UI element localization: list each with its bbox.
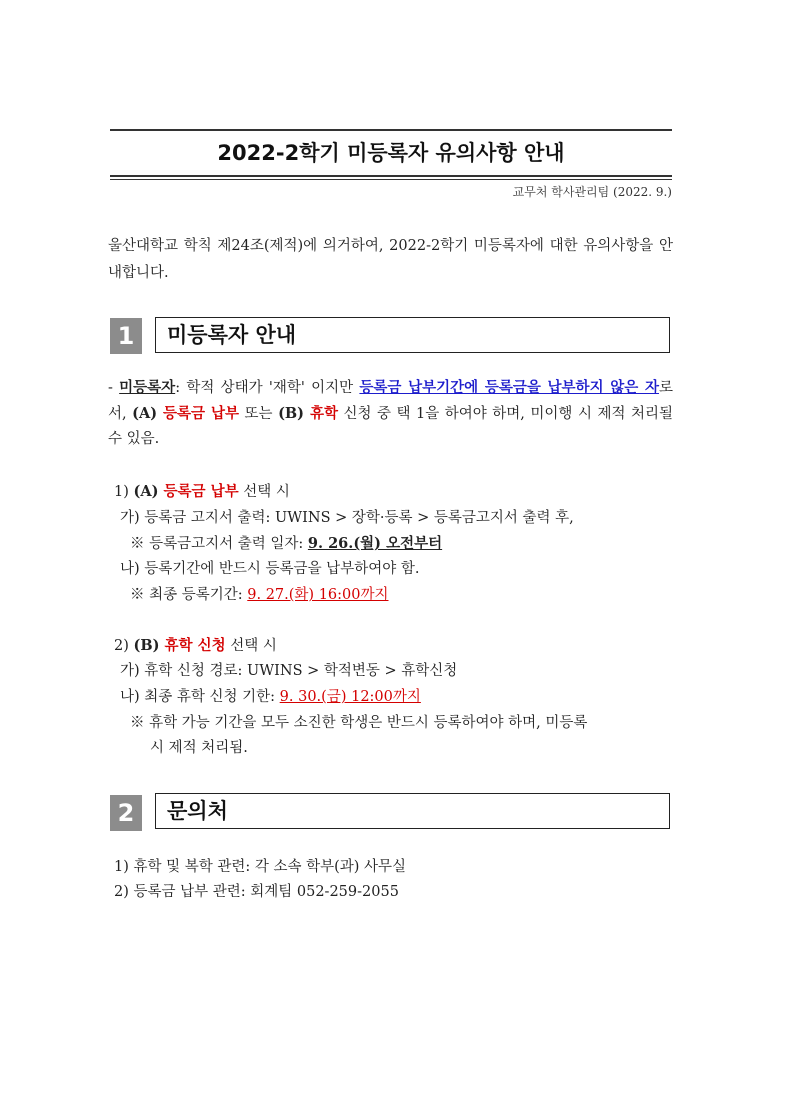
intro-paragraph: 울산대학교 학칙 제24조(제적)에 의거하여, 2022-2학기 미등록자에 대한 유의사항을 안내합니다. — [108, 238, 673, 281]
note-2-value: 9. 27.(화) 16:00까지 — [247, 587, 389, 603]
note-2-prefix: ※ 최종 등록기간: — [130, 587, 248, 603]
item-b-note-line-2: 시 제적 처리됨. — [150, 740, 248, 756]
definition-text: 또는 — [239, 406, 279, 422]
dash: - — [108, 380, 120, 396]
item-a-label: (A) — [133, 483, 164, 500]
item-a-prefix: 1) — [114, 484, 134, 500]
item-b-step-ga: 가) 휴학 신청 경로: UWINS > 학적변동 > 휴학신청 — [120, 663, 458, 679]
item-b-na-prefix: 나) 최종 휴학 신청 기한: — [120, 689, 280, 705]
item-b-step-na — [120, 685, 421, 706]
item-a-note-2 — [130, 583, 389, 604]
definition-text: 신청 중 택 1을 하여야 하며, 미이행 시 제적 처리될 수 있음. — [108, 406, 673, 447]
option-b-label: (B) — [278, 405, 310, 422]
section-2-heading: 문의처 — [155, 793, 670, 829]
item-b-label: (B) — [133, 637, 165, 654]
option-a-label: (A) — [132, 405, 164, 422]
term-unregistered: 미등록자 — [119, 379, 176, 396]
section-2-number: 2 — [110, 795, 142, 831]
option-b-text: 휴학 — [309, 405, 338, 422]
page-title: 2022-2학기 미등록자 유의사항 안내 — [217, 141, 565, 165]
contact-item: 2) 등록금 납부 관련: 회계팀 052-259-2055 — [114, 884, 399, 900]
definition-paragraph — [108, 375, 673, 452]
definition-text: : 학적 상태가 '재학' 이지만 — [175, 380, 360, 396]
department-date: 교무처 학사관리팀 (2022. 9.) — [512, 185, 672, 199]
section-1-heading: 미등록자 안내 — [155, 317, 670, 353]
item-a-suffix: 선택 시 — [238, 484, 290, 500]
section-1-number: 1 — [110, 318, 142, 354]
item-b-na-value: 9. 30.(금) 12:00까지 — [279, 689, 421, 705]
item-a-note-1 — [130, 532, 442, 553]
item-b-heading — [114, 634, 277, 655]
item-a-step-ga: 가) 등록금 고지서 출력: UWINS > 장학·등록 > 등록금고지서 출력 후, — [120, 510, 574, 526]
option-a-text: 등록금 납부 — [163, 405, 240, 422]
definition-text: 로서, — [108, 380, 673, 422]
item-b-suffix: 선택 시 — [225, 638, 277, 654]
note-1-prefix: ※ 등록금고지서 출력 일자: — [130, 536, 308, 552]
item-b-option: 휴학 신청 — [164, 637, 226, 654]
definition-highlight: 등록금 납부기간에 등록금을 납부하지 않은 자 — [359, 379, 659, 396]
item-a-option: 등록금 납부 — [163, 483, 239, 500]
item-a-step-na: 나) 등록기간에 반드시 등록금을 납부하여야 함. — [120, 561, 420, 577]
contact-item: 1) 휴학 및 복학 관련: 각 소속 학부(과) 사무실 — [114, 859, 407, 875]
note-1-value: 9. 26.(월) 오전부터 — [307, 535, 443, 552]
item-b-note-line-1: ※ 휴학 가능 기간을 모두 소진한 학생은 반드시 등록하여야 하며, 미등록 — [130, 715, 588, 731]
item-a-heading — [114, 480, 290, 501]
item-b-prefix: 2) — [114, 638, 134, 654]
